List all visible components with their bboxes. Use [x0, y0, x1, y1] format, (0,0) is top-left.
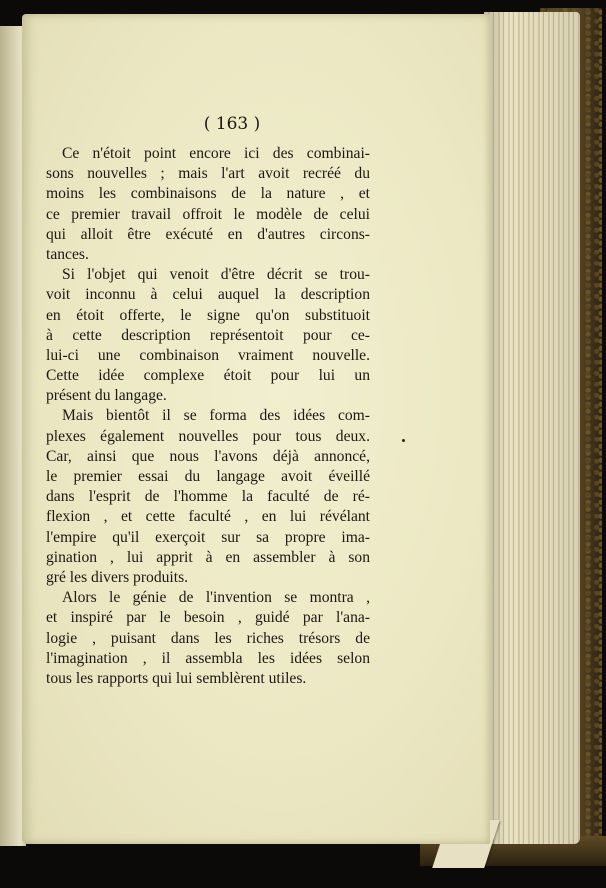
text-line: Ce n'étoit point encore ici des combinai-	[62, 145, 370, 162]
text-line: tous les rapports qui lui semblèrent utiles.	[46, 669, 307, 687]
text-line: le premier essai du langage avoit éveillé	[46, 468, 370, 485]
text-line: gré les divers produits.	[46, 568, 189, 586]
body-text	[46, 144, 370, 689]
text-line: voit inconnu à celui auquel la description	[46, 286, 370, 304]
text-line: Mais bientôt il se forma des idées com-	[62, 407, 370, 425]
text-line: à cette description représentoit pour ce-	[46, 326, 370, 344]
text-line: ce premier travail offroit le modèle de celui	[46, 205, 370, 223]
text-line: l'empire qu'il exerçoit sur sa propre ima-	[46, 528, 370, 546]
text-line: l'imagination , il assembla les idées selon	[46, 649, 370, 667]
text-line: plexes également nouvelles pour tous deux.	[46, 427, 370, 445]
text-line: logie , puisant dans les riches trésors de	[46, 629, 370, 647]
ink-speck	[402, 439, 405, 442]
text-line: Cette idée complexe étoit pour lui un	[46, 367, 370, 385]
text-line: et inspiré par le besoin , guidé par l'ana-	[46, 609, 370, 627]
text-line: dans l'esprit de l'homme la faculté de ré-	[46, 488, 370, 506]
text-line: sons nouvelles ; mais l'art avoit recréé du	[46, 165, 370, 183]
text-line: Car, ainsi que nous l'avons déjà annoncé,	[46, 447, 370, 465]
text-line: qui alloit être exécuté en d'autres circons-	[46, 225, 370, 243]
text-line: en étoit offerte, le signe qu'on substituoit	[46, 306, 370, 324]
text-line: flexion , et cette faculté , en lui révélant	[46, 508, 370, 526]
text-line: gination , lui apprit à en assembler à son	[46, 548, 370, 566]
text-line: tances.	[46, 245, 89, 263]
text-line: Si l'objet qui venoit d'être décrit se trou-	[62, 266, 370, 284]
book-page	[22, 14, 490, 844]
page-number: ( 163 )	[203, 114, 261, 134]
text-line: moins les combinaisons de la nature , et	[46, 185, 370, 203]
text-line: présent du langage.	[46, 387, 167, 405]
page-edges-shadow	[484, 12, 580, 844]
text-line: Alors le génie de l'invention se montra ,	[62, 589, 370, 607]
text-line: lui-ci une combinaison vraiment nouvelle.	[46, 346, 370, 364]
